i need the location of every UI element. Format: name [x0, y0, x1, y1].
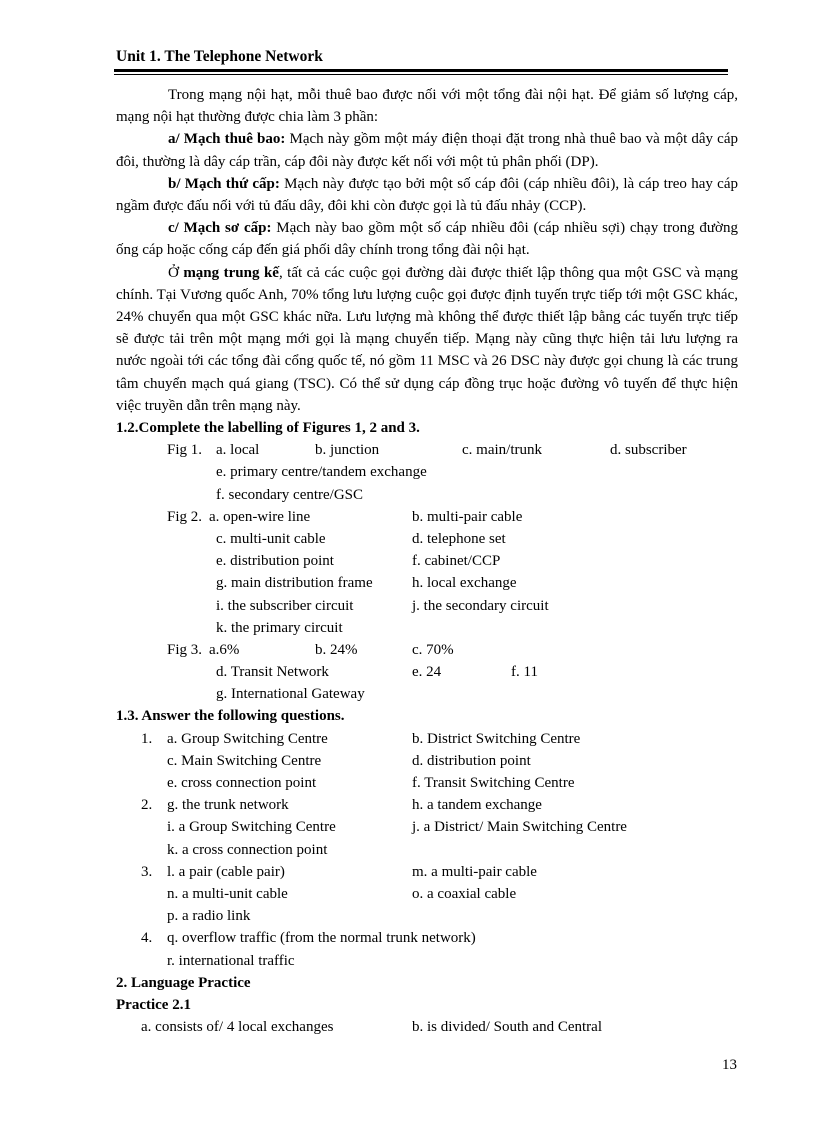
q2-item-h: h. a tandem exchange: [412, 797, 542, 814]
q4-item-q: q. overflow traffic (from the normal trunk network): [167, 930, 476, 947]
fig2-row-1: [116, 506, 738, 528]
fig3-item-c: c. 70%: [412, 641, 454, 658]
fig3-row-3: [116, 683, 738, 705]
q4-item-r: r. international traffic: [167, 952, 295, 969]
fig2-item-h: h. local exchange: [412, 575, 517, 592]
fig1-item-f: f. secondary centre/GSC: [216, 486, 364, 503]
header-rule-thick: [114, 69, 728, 72]
fig2-item-b: b. multi-pair cable: [412, 508, 523, 525]
fig1-row-3: [116, 484, 738, 506]
q2-row-3: [116, 839, 738, 861]
q1-row-3: [116, 772, 738, 794]
fig2-row-5: [116, 595, 738, 617]
practice-row-1: [116, 1016, 738, 1038]
q2-item-g: g. the trunk network: [167, 797, 289, 814]
q1-item-b: b. District Switching Centre: [412, 730, 581, 747]
fig3-item-b: b. 24%: [315, 641, 358, 658]
fig1-row-2: [116, 461, 738, 483]
q1-item-c: c. Main Switching Centre: [167, 752, 322, 769]
heading-practice-2-1: Practice 2.1: [116, 996, 191, 1013]
q1-item-a: a. Group Switching Centre: [167, 730, 328, 747]
fig3-item-g: g. International Gateway: [216, 686, 365, 703]
q3-item-n: n. a multi-unit cable: [167, 885, 288, 902]
page-number: 13: [722, 1057, 737, 1073]
fig3-item-d: d. Transit Network: [216, 664, 329, 681]
fig2-row-6: [116, 617, 738, 639]
q3-item-p: p. a radio link: [167, 908, 251, 925]
q3-item-m: m. a multi-pair cable: [412, 863, 537, 880]
fig1-item-d: d. subscriber: [610, 442, 687, 459]
fig3-row-2: [116, 661, 738, 683]
q3-item-o: o. a coaxial cable: [412, 885, 517, 902]
heading-1-3: 1.3. Answer the following questions.: [116, 708, 345, 725]
q4-row-1: [116, 927, 738, 949]
fig2-item-d: d. telephone set: [412, 530, 506, 547]
fig2-item-a: a. open-wire line: [209, 508, 311, 525]
fig3-item-e: e. 24: [412, 664, 442, 681]
practice-item-a: a. consists of/ 4 local exchanges: [141, 1019, 334, 1036]
q1-row-2: [116, 750, 738, 772]
fig2-row-2: [116, 528, 738, 550]
fig2-item-g: g. main distribution frame: [216, 575, 373, 592]
q2-row-2: [116, 816, 738, 838]
fig3-label: Fig 3.: [167, 641, 203, 658]
paragraph-trunk-network: Ở mạng trung kế, tất cả các cuộc gọi đường dài được thiết lập thông qua một GSC và mạng chính. Tại Vương quốc Anh, 70% tổng lưu lượng cuộc gọi được định tuyến trực tiếp tới một GSC khác, 24% chuyển qua một GSC khác nữa. Lưu lượng mà không thể được thiết lập bằng các tuyến trực tiếp sẽ được tải trên một mạng mới gọi là mạng chuyển tiếp. Mạng này cũng thực hiện tải lưu lượng ra nước ngoài tới các tổng đài cổng quốc tế, nó gồm 11 MSC và 26 DSC này được gọi chung là các trung tâm chuyển mạch quá giang (TSC). Có thể sử dụng cáp đồng trục hoặc đường vô tuyến để thực hiện việc truyền dẫn trên mạng này.: [116, 264, 738, 414]
paragraph-secondary-circuit: b/ Mạch thứ cấp: Mạch này được tạo bởi một số cáp đôi (cáp nhiều đôi), là cáp treo hay cáp ngầm được đấu nối với tủ đấu dây, đôi khi còn được gọi là tủ đấu nhảy (CCP).: [116, 175, 738, 215]
fig1-item-e: e. primary centre/tandem exchange: [216, 464, 427, 481]
fig1-item-c: c. main/trunk: [462, 442, 542, 459]
heading-1-2: 1.2.Complete the labelling of Figures 1, 2 and 3.: [116, 420, 420, 437]
q3-row-1: [116, 861, 738, 883]
q2-item-j: j. a District/ Main Switching Centre: [412, 819, 627, 836]
fig2-row-4: [116, 572, 738, 594]
fig2-item-k: k. the primary circuit: [216, 619, 343, 636]
q4-row-2: [116, 950, 738, 972]
q2-number: 2.: [141, 797, 153, 814]
heading-2: 2. Language Practice: [116, 974, 251, 991]
q2-row-1: [116, 794, 738, 816]
q3-number: 3.: [141, 863, 153, 880]
header-rule-thin: [114, 74, 728, 75]
practice-item-b: b. is divided/ South and Central: [412, 1019, 602, 1036]
q2-item-k: k. a cross connection point: [167, 841, 328, 858]
q1-number: 1.: [141, 730, 153, 747]
fig2-item-j: j. the secondary circuit: [412, 597, 549, 614]
q3-item-l: l. a pair (cable pair): [167, 863, 285, 880]
page-body: [116, 84, 738, 1038]
fig3-item-a: a.6%: [209, 641, 240, 658]
paragraph-primary-circuit: c/ Mạch sơ cấp: Mạch này bao gồm một số cáp nhiều đôi (cáp nhiều sợi) chạy trong đường ống cáp hoặc cống cáp đến giá phối dây chính trong tổng đài nội hạt.: [116, 220, 738, 259]
fig1-label: Fig 1.: [167, 442, 203, 459]
q1-row-1: [116, 728, 738, 750]
fig2-item-f: f. cabinet/CCP: [412, 553, 501, 570]
running-header: Unit 1. The Telephone Network: [116, 48, 323, 65]
fig1-row-1: [116, 439, 738, 461]
q2-item-i: i. a Group Switching Centre: [167, 819, 336, 836]
q1-item-d: d. distribution point: [412, 752, 531, 769]
paragraph-intro: Trong mạng nội hạt, mỗi thuê bao được nối với một tổng đài nội hạt. Để giảm số lượng cáp, mạng nội hạt thường được chia làm 3 phần:: [116, 87, 738, 126]
paragraph-subscriber-circuit: a/ Mạch thuê bao: Mạch này gồm một máy điện thoại đặt trong nhà thuê bao và một dây cáp đôi, thường là dây cáp trần, cáp đôi này được kết nối với một tủ phân phối (DP).: [116, 131, 738, 170]
fig2-item-i: i. the subscriber circuit: [216, 597, 354, 614]
q1-item-f: f. Transit Switching Centre: [412, 775, 575, 792]
q4-number: 4.: [141, 930, 153, 947]
fig2-item-e: e. distribution point: [216, 553, 334, 570]
fig3-item-f: f. 11: [511, 664, 538, 681]
fig2-row-3: [116, 550, 738, 572]
fig1-item-a: a. local: [216, 442, 260, 459]
q3-row-2: [116, 883, 738, 905]
fig2-item-c: c. multi-unit cable: [216, 530, 326, 547]
fig2-label: Fig 2.: [167, 508, 203, 525]
fig1-item-b: b. junction: [315, 442, 380, 459]
fig3-row-1: [116, 639, 738, 661]
q1-item-e: e. cross connection point: [167, 775, 317, 792]
q3-row-3: [116, 905, 738, 927]
